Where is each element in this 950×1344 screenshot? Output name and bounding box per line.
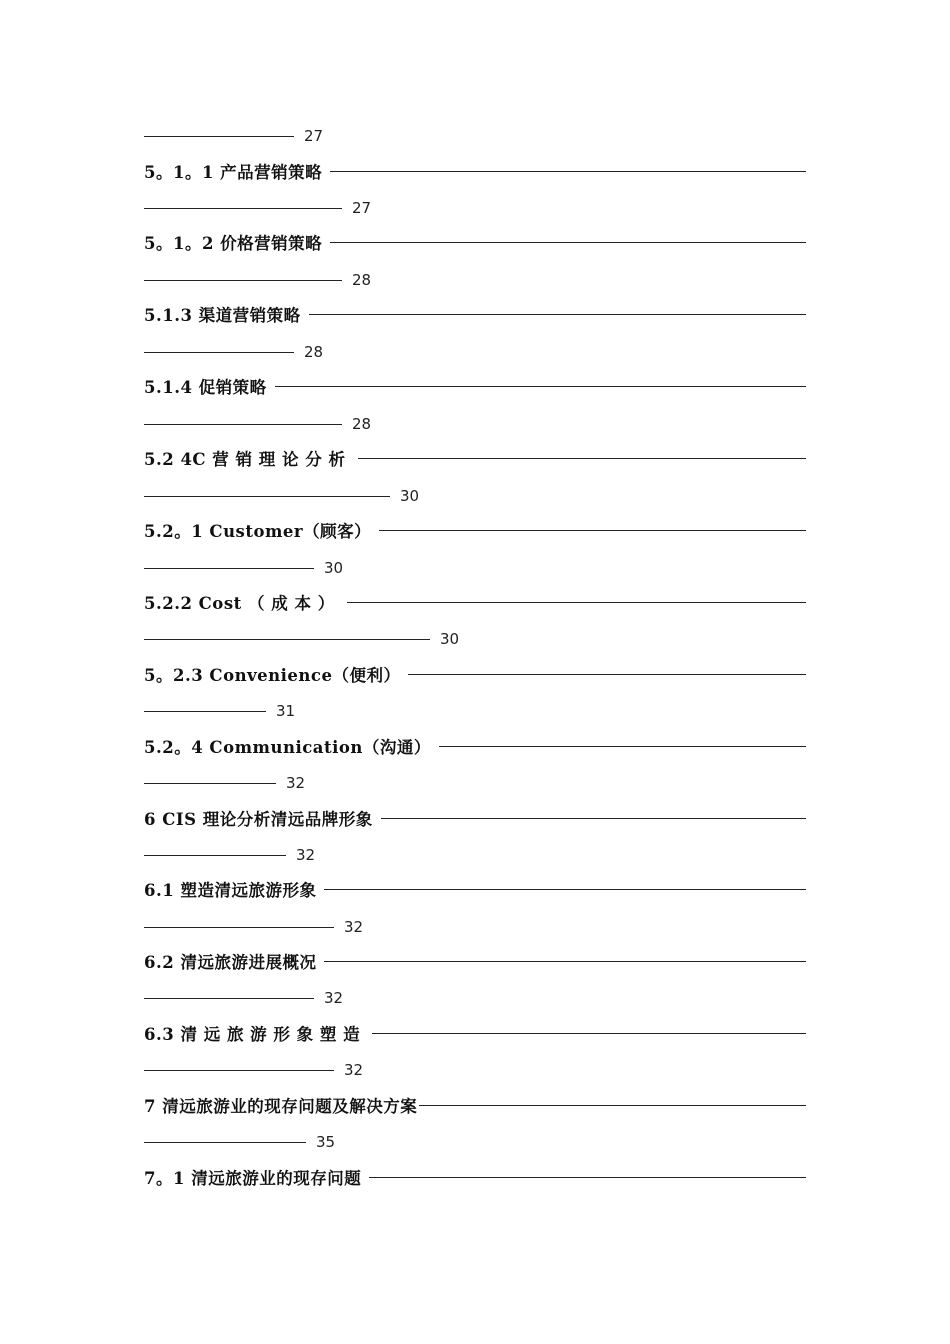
toc-entry[interactable] (144, 446, 806, 470)
toc-entry-title: 5。1。1 产品营销策略 (144, 163, 323, 182)
dot-leader (358, 458, 806, 459)
page-number: 27 (304, 127, 324, 145)
dot-leader (144, 711, 266, 712)
dot-leader (144, 424, 342, 425)
dot-leader (275, 386, 806, 387)
page-number: 31 (276, 702, 296, 720)
toc-continuation-line (144, 771, 305, 795)
toc-entry[interactable] (144, 1165, 806, 1189)
toc-entry-title: 5。1。2 价格营销策略 (144, 234, 323, 253)
toc-entry[interactable] (144, 662, 806, 686)
toc-continuation-line (144, 124, 323, 148)
toc-continuation-line (144, 268, 371, 292)
page-number: 30 (400, 487, 420, 505)
toc-entry[interactable] (144, 734, 806, 758)
dot-leader (144, 280, 342, 281)
toc-entry[interactable] (144, 1093, 806, 1117)
toc-continuation-line (144, 986, 343, 1010)
page-number: 28 (352, 415, 372, 433)
page-number: 27 (352, 199, 372, 217)
dot-leader (324, 889, 806, 890)
page-number: 32 (344, 1061, 364, 1079)
dot-leader (330, 242, 806, 243)
toc-entry[interactable] (144, 949, 806, 973)
dot-leader (144, 208, 342, 209)
toc-continuation-line (144, 1130, 335, 1154)
dot-leader (309, 314, 806, 315)
dot-leader (408, 674, 806, 675)
page-number: 32 (286, 774, 306, 792)
dot-leader (144, 1142, 306, 1143)
dot-leader (144, 783, 276, 784)
dot-leader (144, 639, 430, 640)
page-number: 32 (296, 846, 316, 864)
toc-entry-title: 5。2.3 Convenience（便利） (144, 666, 401, 685)
toc-entry[interactable] (144, 230, 806, 254)
toc-entry[interactable] (144, 302, 806, 326)
dot-leader (144, 1070, 334, 1071)
toc-entry-title: 5.2。4 Communication（沟通） (144, 738, 431, 757)
dot-leader (144, 927, 334, 928)
toc-entry-title: 6.1 塑造清远旅游形象 (144, 881, 317, 900)
toc-entry[interactable] (144, 374, 806, 398)
dot-leader (330, 171, 806, 172)
toc-entry-title: 5.2。1 Customer（顾客） (144, 522, 372, 541)
dot-leader (144, 496, 390, 497)
toc-continuation-line (144, 627, 459, 651)
dot-leader (144, 136, 294, 137)
toc-entry-title: 5.2 4C 营 销 理 论 分 析 (144, 450, 346, 469)
toc-continuation-line (144, 915, 363, 939)
toc-entry[interactable] (144, 1021, 806, 1045)
toc-entry-title: 5.1.4 促销策略 (144, 378, 267, 397)
dot-leader (439, 746, 806, 747)
toc-entry-title: 6.2 清远旅游进展概况 (144, 953, 317, 972)
dot-leader (372, 1033, 806, 1034)
page-number: 30 (440, 630, 460, 648)
dot-leader (369, 1177, 806, 1178)
toc-entry-title: 7。1 清远旅游业的现存问题 (144, 1169, 362, 1188)
dot-leader (144, 352, 294, 353)
toc-entry[interactable] (144, 877, 806, 901)
toc-continuation-line (144, 699, 295, 723)
toc-continuation-line (144, 1058, 363, 1082)
dot-leader (144, 568, 314, 569)
page-number: 30 (324, 559, 344, 577)
toc-entry-title: 6 CIS 理论分析清远品牌形象 (144, 810, 373, 829)
toc-entry-title: 5.2.2 Cost （ 成 本 ） (144, 594, 335, 613)
page-number: 35 (316, 1133, 336, 1151)
toc-continuation-line (144, 556, 343, 580)
dot-leader (379, 530, 806, 531)
toc-continuation-line (144, 843, 315, 867)
dot-leader (381, 818, 806, 819)
dot-leader (347, 602, 806, 603)
toc-entry[interactable] (144, 590, 806, 614)
dot-leader (144, 855, 286, 856)
page-number: 28 (304, 343, 324, 361)
dot-leader (419, 1105, 806, 1106)
toc-continuation-line (144, 196, 371, 220)
toc-continuation-line (144, 412, 371, 436)
toc-continuation-line (144, 340, 323, 364)
toc-entry-title: 6.3 清 远 旅 游 形 象 塑 造 (144, 1025, 361, 1044)
toc-entry[interactable] (144, 806, 806, 830)
page-number: 28 (352, 271, 372, 289)
toc-entry[interactable] (144, 518, 806, 542)
page-number: 32 (344, 918, 364, 936)
toc-entry[interactable] (144, 159, 806, 183)
dot-leader (144, 998, 314, 999)
toc-entry-title: 7 清远旅游业的现存问题及解决方案 (144, 1097, 418, 1116)
toc-continuation-line (144, 484, 419, 508)
dot-leader (324, 961, 806, 962)
page-number: 32 (324, 989, 344, 1007)
toc-entry-title: 5.1.3 渠道营销策略 (144, 306, 301, 325)
